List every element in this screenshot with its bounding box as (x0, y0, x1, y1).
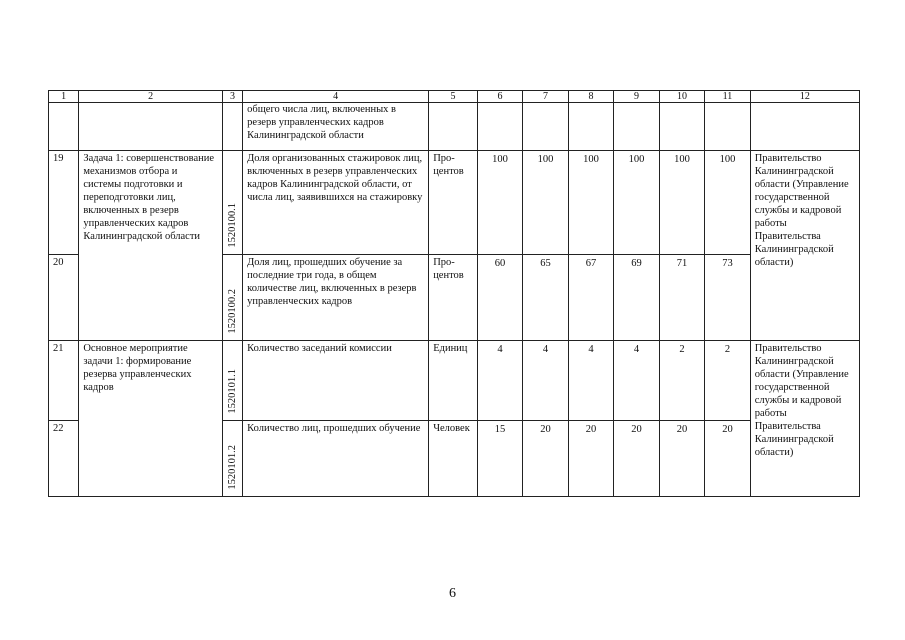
column-number: 7 (523, 91, 569, 103)
value-cell: 20 (523, 421, 569, 497)
value-cell: 2 (705, 341, 751, 421)
indicator-code: 1520100.1 (222, 151, 242, 255)
value-cell: 100 (523, 151, 569, 255)
value-cell: 4 (523, 341, 569, 421)
unit-of-measure: Про-центов (429, 151, 478, 255)
responsible-body: Правительство Калининградской области (Управление государственной службы и кадровой работы Правительства Калининградской области) (750, 151, 859, 341)
table-row (49, 341, 860, 421)
task-description: Задача 1: совершенствование механизмов отбора и системы подготовки и переподготовки лиц, включенных в резерв управленческих кадров Калининградской области (79, 151, 223, 341)
value-cell: 2 (659, 341, 705, 421)
row-number: 21 (49, 341, 79, 421)
value-cell: 100 (659, 151, 705, 255)
row-number: 20 (49, 255, 79, 341)
responsible-body: Правительство Калининградской области (Управление государственной службы и кадровой работы Правительства Калининградской области) (750, 341, 859, 497)
value-cell: 67 (568, 255, 614, 341)
value-cell: 69 (614, 255, 660, 341)
indicator-text: Доля организованных стажировок лиц, включенных в резерв управленческих кадров Калининградской области, от числа лиц, заявившихся на стажировку (243, 151, 429, 255)
indicator-text: общего числа лиц, включенных в резерв управленческих кадров Калининградской области (243, 103, 429, 151)
indicator-code: 1520101.1 (222, 341, 242, 421)
unit-of-measure: Человек (429, 421, 478, 497)
indicator-text: Количество лиц, прошедших обучение (243, 421, 429, 497)
value-cell: 73 (705, 255, 751, 341)
indicator-code: 1520100.2 (222, 255, 242, 341)
value-cell: 4 (477, 341, 523, 421)
column-number: 6 (477, 91, 523, 103)
value-cell: 20 (659, 421, 705, 497)
value-cell: 20 (705, 421, 751, 497)
column-number: 4 (243, 91, 429, 103)
indicator-text: Доля лиц, прошедших обучение за последние три года, в общем количестве лиц, включенных в резерв управленческих кадров (243, 255, 429, 341)
column-number: 9 (614, 91, 660, 103)
table-row (49, 103, 860, 151)
column-number: 12 (750, 91, 859, 103)
indicator-text: Количество заседаний комиссии (243, 341, 429, 421)
value-cell: 100 (477, 151, 523, 255)
value-cell: 4 (568, 341, 614, 421)
column-number: 8 (568, 91, 614, 103)
indicators-table (48, 90, 860, 497)
value-cell: 100 (614, 151, 660, 255)
column-number: 1 (49, 91, 79, 103)
row-number: 19 (49, 151, 79, 255)
column-number: 2 (79, 91, 223, 103)
row-number: 22 (49, 421, 79, 497)
unit-of-measure: Про-центов (429, 255, 478, 341)
value-cell: 100 (568, 151, 614, 255)
value-cell: 100 (705, 151, 751, 255)
task-description: Основное мероприятие задачи 1: формирование резерва управленческих кадров (79, 341, 223, 497)
value-cell: 20 (614, 421, 660, 497)
page-number: 6 (449, 586, 456, 601)
indicator-code: 1520101.2 (222, 421, 242, 497)
column-number: 3 (222, 91, 242, 103)
value-cell: 20 (568, 421, 614, 497)
value-cell: 4 (614, 341, 660, 421)
value-cell: 65 (523, 255, 569, 341)
value-cell: 15 (477, 421, 523, 497)
column-number: 11 (705, 91, 751, 103)
table-row (49, 151, 860, 255)
column-number: 10 (659, 91, 705, 103)
value-cell: 60 (477, 255, 523, 341)
column-number: 5 (429, 91, 478, 103)
unit-of-measure: Единиц (429, 341, 478, 421)
column-number-row (49, 91, 860, 103)
value-cell: 71 (659, 255, 705, 341)
